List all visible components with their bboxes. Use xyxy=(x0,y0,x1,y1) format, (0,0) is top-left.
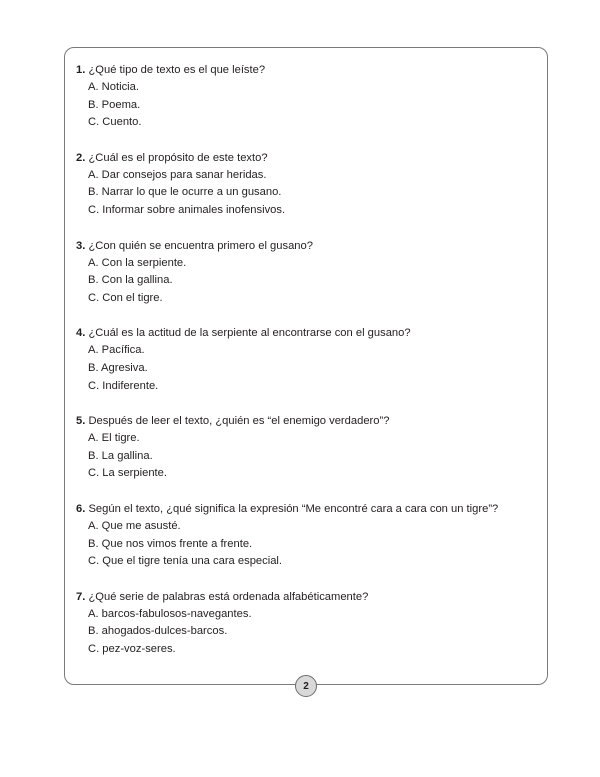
option-c: C. pez-voz-seres. xyxy=(88,642,176,655)
option-c: C. Indiferente. xyxy=(88,379,159,392)
option-b: B. Agresiva. xyxy=(88,361,148,374)
option-c: C. Que el tigre tenía una cara especial. xyxy=(88,555,283,568)
option-a: A. barcos-fabulosos-navegantes. xyxy=(88,607,252,620)
question-text: Después de leer el texto, ¿quién es “el enemigo verdadero”? xyxy=(88,415,390,428)
question-number: 1. xyxy=(76,64,86,76)
option-a: A. Que me asusté. xyxy=(88,519,181,532)
option-a: A. Noticia. xyxy=(88,81,139,93)
question-text: ¿Con quién se encuentra primero el gusano? xyxy=(88,239,313,252)
option-b: B. ahogados-dulces-barcos. xyxy=(88,625,228,638)
question-number: 2. xyxy=(76,151,86,164)
question-text: Según el texto, ¿qué significa la expresión “Me encontré cara a cara con un tigre”? xyxy=(88,502,499,515)
option-a: A. Pacífica. xyxy=(88,344,145,357)
question-number: 7. xyxy=(76,590,86,603)
question-4 xyxy=(76,324,536,395)
option-b: B. Poema. xyxy=(88,98,141,111)
question-number: 6. xyxy=(76,502,86,515)
question-7 xyxy=(76,588,536,659)
question-1 xyxy=(76,61,536,132)
option-a: A. Con la serpiente. xyxy=(88,256,187,269)
option-a: A. El tigre. xyxy=(88,432,140,445)
option-b: B. Narrar lo que le ocurre a un gusano. xyxy=(88,186,282,199)
option-c: C. Informar sobre animales inofensivos. xyxy=(88,203,286,216)
question-text: ¿Cuál es el propósito de este texto? xyxy=(88,151,268,164)
page-number-badge: 2 xyxy=(295,675,317,697)
question-number: 3. xyxy=(76,239,86,252)
question-number: 4. xyxy=(76,327,86,340)
question-3 xyxy=(76,237,536,308)
question-2 xyxy=(76,149,536,220)
option-c: C. Con el tigre. xyxy=(88,291,163,304)
option-b: B. Con la gallina. xyxy=(88,274,173,287)
question-text: ¿Qué serie de palabras está ordenada alfabéticamente? xyxy=(88,590,369,603)
option-b: B. La gallina. xyxy=(88,449,153,462)
option-c: C. La serpiente. xyxy=(88,467,167,480)
question-5 xyxy=(76,412,536,483)
question-list xyxy=(76,61,536,675)
option-a: A. Dar consejos para sanar heridas. xyxy=(88,168,267,181)
option-c: C. Cuento. xyxy=(88,116,142,129)
question-6 xyxy=(76,500,536,571)
question-number: 5. xyxy=(76,415,86,428)
option-b: B. Que nos vimos frente a frente. xyxy=(88,537,253,550)
question-text: ¿Cuál es la actitud de la serpiente al encontrarse con el gusano? xyxy=(88,327,411,340)
question-text: ¿Qué tipo de texto es el que leíste? xyxy=(88,64,266,76)
